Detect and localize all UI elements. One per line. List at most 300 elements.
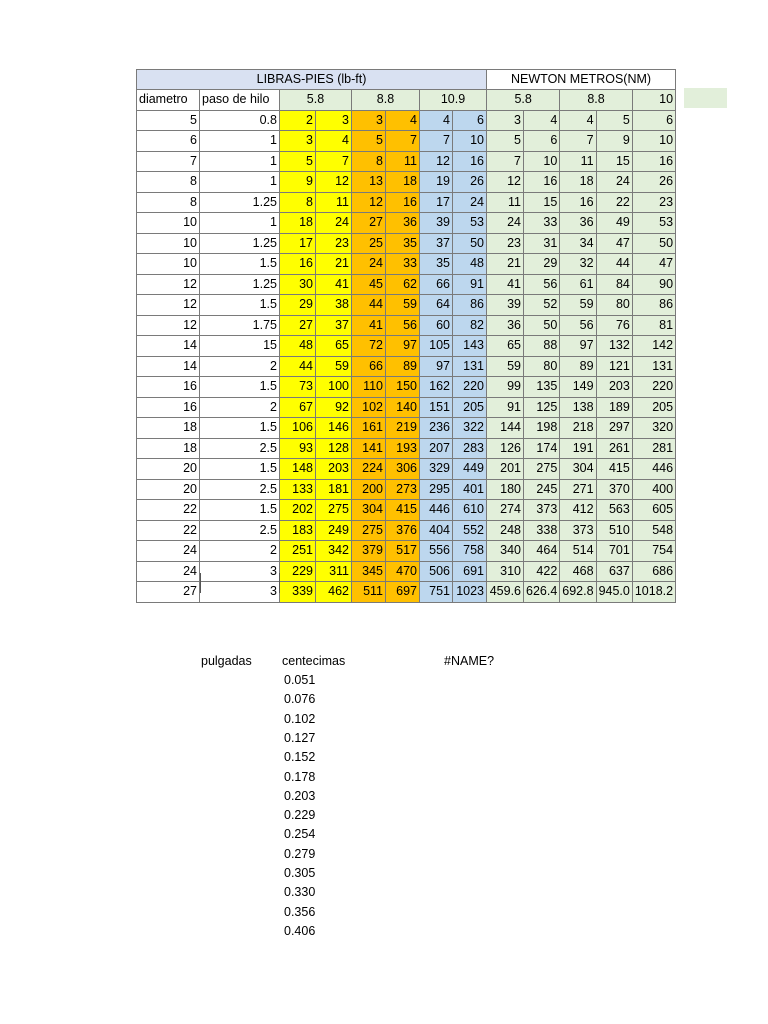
table-cell: 56 <box>524 274 560 295</box>
table-row <box>137 315 676 336</box>
table-cell: 610 <box>453 500 487 521</box>
table-cell: 82 <box>453 315 487 336</box>
table-cell: 22 <box>137 500 200 521</box>
table-cell: 9 <box>596 131 632 152</box>
table-cell: 0.8 <box>200 110 280 131</box>
table-cell: 7 <box>560 131 596 152</box>
table-cell: 1.5 <box>200 377 280 398</box>
table-cell: 27 <box>137 582 200 603</box>
table-cell: 33 <box>524 213 560 234</box>
table-cell: 16 <box>137 377 200 398</box>
table-cell: 18 <box>137 418 200 439</box>
table-cell: 92 <box>316 397 352 418</box>
table-cell: 219 <box>386 418 420 439</box>
header-lbft: LIBRAS-PIES (lb-ft) <box>137 70 487 90</box>
table-cell: 304 <box>560 459 596 480</box>
table-cell: 205 <box>632 397 675 418</box>
table-cell: 1.5 <box>200 459 280 480</box>
table-cell: 12 <box>352 192 386 213</box>
centecimas-value: 0.051 <box>284 673 316 687</box>
table-cell: 275 <box>352 520 386 541</box>
table-row <box>137 438 676 459</box>
table-cell: 275 <box>524 459 560 480</box>
table-cell: 340 <box>487 541 524 562</box>
table-cell: 26 <box>632 172 675 193</box>
table-row <box>137 418 676 439</box>
table-cell: 180 <box>487 479 524 500</box>
table-cell: 468 <box>560 561 596 582</box>
table-cell: 1 <box>200 172 280 193</box>
table-cell: 44 <box>280 356 316 377</box>
header-centecimas: centecimas <box>282 654 346 668</box>
table-cell: 1.5 <box>200 418 280 439</box>
table-cell: 24 <box>137 561 200 582</box>
table-cell: 697 <box>386 582 420 603</box>
table-row <box>137 459 676 480</box>
header-row-units <box>137 70 676 90</box>
table-cell: 2 <box>200 356 280 377</box>
centecimas-value: 0.305 <box>284 866 316 880</box>
centecimas-value: 0.152 <box>284 750 316 765</box>
table-cell: 61 <box>560 274 596 295</box>
table-cell: 5 <box>352 131 386 152</box>
table-cell: 49 <box>596 213 632 234</box>
table-cell: 81 <box>632 315 675 336</box>
table-cell: 203 <box>316 459 352 480</box>
table-cell: 751 <box>420 582 453 603</box>
table-cell: 53 <box>632 213 675 234</box>
table-cell: 161 <box>352 418 386 439</box>
header-row-grades <box>137 90 676 111</box>
table-cell: 12 <box>137 295 200 316</box>
header-pulgadas: pulgadas <box>201 654 252 668</box>
table-cell: 141 <box>352 438 386 459</box>
table-row <box>137 254 676 275</box>
table-cell: 10 <box>524 151 560 172</box>
table-cell: 1.5 <box>200 500 280 521</box>
table-cell: 144 <box>487 418 524 439</box>
table-row <box>137 151 676 172</box>
table-cell: 125 <box>524 397 560 418</box>
table-cell: 3 <box>200 582 280 603</box>
table-cell: 73 <box>280 377 316 398</box>
table-cell: 59 <box>316 356 352 377</box>
table-cell: 295 <box>420 479 453 500</box>
table-cell: 412 <box>560 500 596 521</box>
table-row <box>137 192 676 213</box>
table-cell: 4 <box>386 110 420 131</box>
torque-table <box>136 69 676 603</box>
table-cell: 464 <box>524 541 560 562</box>
table-cell: 12 <box>137 315 200 336</box>
centecimas-value: 0.178 <box>284 769 316 784</box>
table-cell: 19 <box>420 172 453 193</box>
table-cell: 626.4 <box>524 582 560 603</box>
table-cell: 373 <box>560 520 596 541</box>
table-row <box>137 336 676 357</box>
table-row <box>137 274 676 295</box>
grade-lbft-8-8: 8.8 <box>352 90 420 111</box>
table-cell: 47 <box>632 254 675 275</box>
table-cell: 15 <box>596 151 632 172</box>
table-cell: 50 <box>524 315 560 336</box>
table-cell: 41 <box>487 274 524 295</box>
table-cell: 100 <box>316 377 352 398</box>
table-cell: 1.5 <box>200 295 280 316</box>
table-cell: 183 <box>280 520 316 541</box>
table-row <box>137 110 676 131</box>
table-cell: 2 <box>280 110 316 131</box>
centecimas-value: 0.279 <box>284 846 316 861</box>
table-cell: 138 <box>560 397 596 418</box>
table-row <box>137 356 676 377</box>
table-cell: 517 <box>386 541 420 562</box>
table-cell: 329 <box>420 459 453 480</box>
header-nm: NEWTON METROS(NM) <box>487 70 676 90</box>
table-cell: 283 <box>453 438 487 459</box>
table-cell: 24 <box>352 254 386 275</box>
table-cell: 62 <box>386 274 420 295</box>
table-row <box>137 479 676 500</box>
table-cell: 415 <box>596 459 632 480</box>
table-cell: 20 <box>137 459 200 480</box>
grade-lbft-5-8: 5.8 <box>280 90 352 111</box>
table-cell: 131 <box>632 356 675 377</box>
table-cell: 14 <box>137 336 200 357</box>
table-cell: 151 <box>420 397 453 418</box>
table-row <box>137 233 676 254</box>
table-cell: 32 <box>560 254 596 275</box>
table-cell: 31 <box>524 233 560 254</box>
table-cell: 462 <box>316 582 352 603</box>
table-cell: 44 <box>596 254 632 275</box>
table-cell: 18 <box>386 172 420 193</box>
table-cell: 2.5 <box>200 479 280 500</box>
table-cell: 162 <box>420 377 453 398</box>
table-cell: 637 <box>596 561 632 582</box>
table-cell: 8 <box>137 172 200 193</box>
table-cell: 193 <box>386 438 420 459</box>
centecimas-value: 0.076 <box>284 692 316 707</box>
table-cell: 11 <box>386 151 420 172</box>
table-cell: 56 <box>386 315 420 336</box>
table-cell: 229 <box>280 561 316 582</box>
table-cell: 102 <box>352 397 386 418</box>
table-cell: 59 <box>386 295 420 316</box>
table-cell: 5 <box>487 131 524 152</box>
table-cell: 311 <box>316 561 352 582</box>
table-cell: 72 <box>352 336 386 357</box>
table-cell: 110 <box>352 377 386 398</box>
table-cell: 6 <box>453 110 487 131</box>
grade-nm-10: 10 <box>632 90 675 111</box>
table-cell: 140 <box>386 397 420 418</box>
table-cell: 16 <box>632 151 675 172</box>
table-cell: 7 <box>137 151 200 172</box>
table-cell: 297 <box>596 418 632 439</box>
table-cell: 506 <box>420 561 453 582</box>
table-cell: 15 <box>200 336 280 357</box>
table-cell: 80 <box>524 356 560 377</box>
table-cell: 322 <box>453 418 487 439</box>
table-cell: 128 <box>316 438 352 459</box>
table-cell: 131 <box>453 356 487 377</box>
table-cell: 5 <box>596 110 632 131</box>
table-cell: 686 <box>632 561 675 582</box>
table-cell: 11 <box>316 192 352 213</box>
table-cell: 27 <box>280 315 316 336</box>
header-fill-extension <box>684 88 727 108</box>
table-cell: 8 <box>352 151 386 172</box>
table-cell: 17 <box>280 233 316 254</box>
table-cell: 24 <box>487 213 524 234</box>
table-cell: 339 <box>280 582 316 603</box>
header-error-cell: #NAME? <box>444 654 495 668</box>
table-row <box>137 397 676 418</box>
table-cell: 556 <box>420 541 453 562</box>
table-cell: 701 <box>596 541 632 562</box>
table-cell: 310 <box>487 561 524 582</box>
table-cell: 446 <box>632 459 675 480</box>
table-cell: 65 <box>316 336 352 357</box>
table-cell: 376 <box>386 520 420 541</box>
table-cell: 692.8 <box>560 582 596 603</box>
table-cell: 205 <box>453 397 487 418</box>
table-cell: 30 <box>280 274 316 295</box>
table-cell: 16 <box>453 151 487 172</box>
table-cell: 10 <box>137 233 200 254</box>
table-row <box>137 172 676 193</box>
table-cell: 181 <box>316 479 352 500</box>
header-diametro: diametro <box>137 90 200 111</box>
table-cell: 404 <box>420 520 453 541</box>
table-cell: 90 <box>632 274 675 295</box>
table-cell: 50 <box>453 233 487 254</box>
table-cell: 93 <box>280 438 316 459</box>
table-cell: 304 <box>352 500 386 521</box>
table-cell: 8 <box>137 192 200 213</box>
table-cell: 27 <box>352 213 386 234</box>
table-cell: 373 <box>524 500 560 521</box>
column-border-stub-right <box>279 573 280 593</box>
table-cell: 2.5 <box>200 438 280 459</box>
table-cell: 3 <box>487 110 524 131</box>
table-cell: 6 <box>632 110 675 131</box>
table-cell: 415 <box>386 500 420 521</box>
table-cell: 4 <box>420 110 453 131</box>
table-cell: 143 <box>453 336 487 357</box>
table-cell: 200 <box>352 479 386 500</box>
table-cell: 86 <box>453 295 487 316</box>
table-cell: 3 <box>200 561 280 582</box>
table-cell: 5 <box>137 110 200 131</box>
table-cell: 36 <box>386 213 420 234</box>
table-cell: 4 <box>524 110 560 131</box>
table-cell: 18 <box>137 438 200 459</box>
table-cell: 64 <box>420 295 453 316</box>
table-cell: 37 <box>420 233 453 254</box>
table-cell: 7 <box>316 151 352 172</box>
table-cell: 142 <box>632 336 675 357</box>
table-cell: 510 <box>596 520 632 541</box>
table-cell: 48 <box>453 254 487 275</box>
table-cell: 22 <box>137 520 200 541</box>
table-cell: 4 <box>560 110 596 131</box>
table-cell: 126 <box>487 438 524 459</box>
table-cell: 220 <box>632 377 675 398</box>
table-cell: 20 <box>137 479 200 500</box>
table-cell: 80 <box>596 295 632 316</box>
table-cell: 21 <box>487 254 524 275</box>
table-row <box>137 131 676 152</box>
table-cell: 88 <box>524 336 560 357</box>
table-cell: 53 <box>453 213 487 234</box>
table-cell: 106 <box>280 418 316 439</box>
table-row <box>137 500 676 521</box>
table-cell: 148 <box>280 459 316 480</box>
table-cell: 132 <box>596 336 632 357</box>
table-cell: 121 <box>596 356 632 377</box>
table-cell: 248 <box>487 520 524 541</box>
table-cell: 67 <box>280 397 316 418</box>
table-cell: 261 <box>596 438 632 459</box>
table-cell: 41 <box>352 315 386 336</box>
table-cell: 1.25 <box>200 274 280 295</box>
table-cell: 207 <box>420 438 453 459</box>
table-cell: 2 <box>200 397 280 418</box>
table-cell: 37 <box>316 315 352 336</box>
table-cell: 45 <box>352 274 386 295</box>
table-cell: 7 <box>487 151 524 172</box>
table-cell: 16 <box>280 254 316 275</box>
table-cell: 146 <box>316 418 352 439</box>
table-cell: 25 <box>352 233 386 254</box>
centecimas-value: 0.229 <box>284 808 316 823</box>
table-row <box>137 213 676 234</box>
table-cell: 446 <box>420 500 453 521</box>
table-cell: 24 <box>316 213 352 234</box>
table-cell: 84 <box>596 274 632 295</box>
table-cell: 3 <box>316 110 352 131</box>
table-cell: 97 <box>560 336 596 357</box>
table-cell: 5 <box>280 151 316 172</box>
table-cell: 16 <box>137 397 200 418</box>
table-cell: 59 <box>560 295 596 316</box>
grade-nm-5-8: 5.8 <box>487 90 560 111</box>
table-cell: 66 <box>352 356 386 377</box>
table-cell: 191 <box>560 438 596 459</box>
centecimas-value: 0.330 <box>284 885 316 900</box>
table-cell: 245 <box>524 479 560 500</box>
table-cell: 91 <box>487 397 524 418</box>
table-cell: 29 <box>524 254 560 275</box>
table-cell: 86 <box>632 295 675 316</box>
table-cell: 105 <box>420 336 453 357</box>
table-cell: 563 <box>596 500 632 521</box>
header-paso-de-hilo: paso de hilo <box>200 90 280 111</box>
table-cell: 12 <box>420 151 453 172</box>
table-cell: 44 <box>352 295 386 316</box>
table-cell: 65 <box>487 336 524 357</box>
table-cell: 470 <box>386 561 420 582</box>
table-cell: 1023 <box>453 582 487 603</box>
table-cell: 47 <box>596 233 632 254</box>
table-cell: 14 <box>137 356 200 377</box>
table-cell: 33 <box>386 254 420 275</box>
table-cell: 11 <box>560 151 596 172</box>
table-cell: 6 <box>137 131 200 152</box>
table-cell: 13 <box>352 172 386 193</box>
table-cell: 379 <box>352 541 386 562</box>
table-cell: 10 <box>137 213 200 234</box>
table-cell: 133 <box>280 479 316 500</box>
table-cell: 605 <box>632 500 675 521</box>
table-cell: 1.75 <box>200 315 280 336</box>
table-cell: 552 <box>453 520 487 541</box>
table-cell: 52 <box>524 295 560 316</box>
table-cell: 99 <box>487 377 524 398</box>
table-cell: 12 <box>487 172 524 193</box>
table-cell: 35 <box>420 254 453 275</box>
table-cell: 249 <box>316 520 352 541</box>
table-cell: 449 <box>453 459 487 480</box>
table-cell: 66 <box>420 274 453 295</box>
table-cell: 3 <box>352 110 386 131</box>
table-cell: 36 <box>487 315 524 336</box>
table-cell: 275 <box>316 500 352 521</box>
table-cell: 202 <box>280 500 316 521</box>
table-cell: 149 <box>560 377 596 398</box>
table-cell: 2.5 <box>200 520 280 541</box>
table-cell: 89 <box>560 356 596 377</box>
table-cell: 97 <box>386 336 420 357</box>
table-cell: 29 <box>280 295 316 316</box>
table-cell: 320 <box>632 418 675 439</box>
table-cell: 41 <box>316 274 352 295</box>
table-cell: 945.0 <box>596 582 632 603</box>
table-cell: 342 <box>316 541 352 562</box>
table-row <box>137 561 676 582</box>
centecimas-value: 0.127 <box>284 730 316 745</box>
table-cell: 6 <box>524 131 560 152</box>
table-cell: 91 <box>453 274 487 295</box>
table-cell: 271 <box>560 479 596 500</box>
table-cell: 345 <box>352 561 386 582</box>
table-cell: 422 <box>524 561 560 582</box>
table-cell: 18 <box>280 213 316 234</box>
table-cell: 8 <box>280 192 316 213</box>
table-cell: 18 <box>560 172 596 193</box>
table-row <box>137 295 676 316</box>
table-cell: 1.25 <box>200 233 280 254</box>
table-cell: 306 <box>386 459 420 480</box>
table-cell: 198 <box>524 418 560 439</box>
table-cell: 220 <box>453 377 487 398</box>
table-cell: 1018.2 <box>632 582 675 603</box>
table-cell: 23 <box>632 192 675 213</box>
table-cell: 21 <box>316 254 352 275</box>
table-cell: 251 <box>280 541 316 562</box>
table-cell: 39 <box>420 213 453 234</box>
table-cell: 22 <box>596 192 632 213</box>
table-cell: 273 <box>386 479 420 500</box>
table-cell: 50 <box>632 233 675 254</box>
centecimas-value: 0.406 <box>284 923 316 938</box>
table-cell: 691 <box>453 561 487 582</box>
table-cell: 135 <box>524 377 560 398</box>
table-row <box>137 377 676 398</box>
table-cell: 754 <box>632 541 675 562</box>
